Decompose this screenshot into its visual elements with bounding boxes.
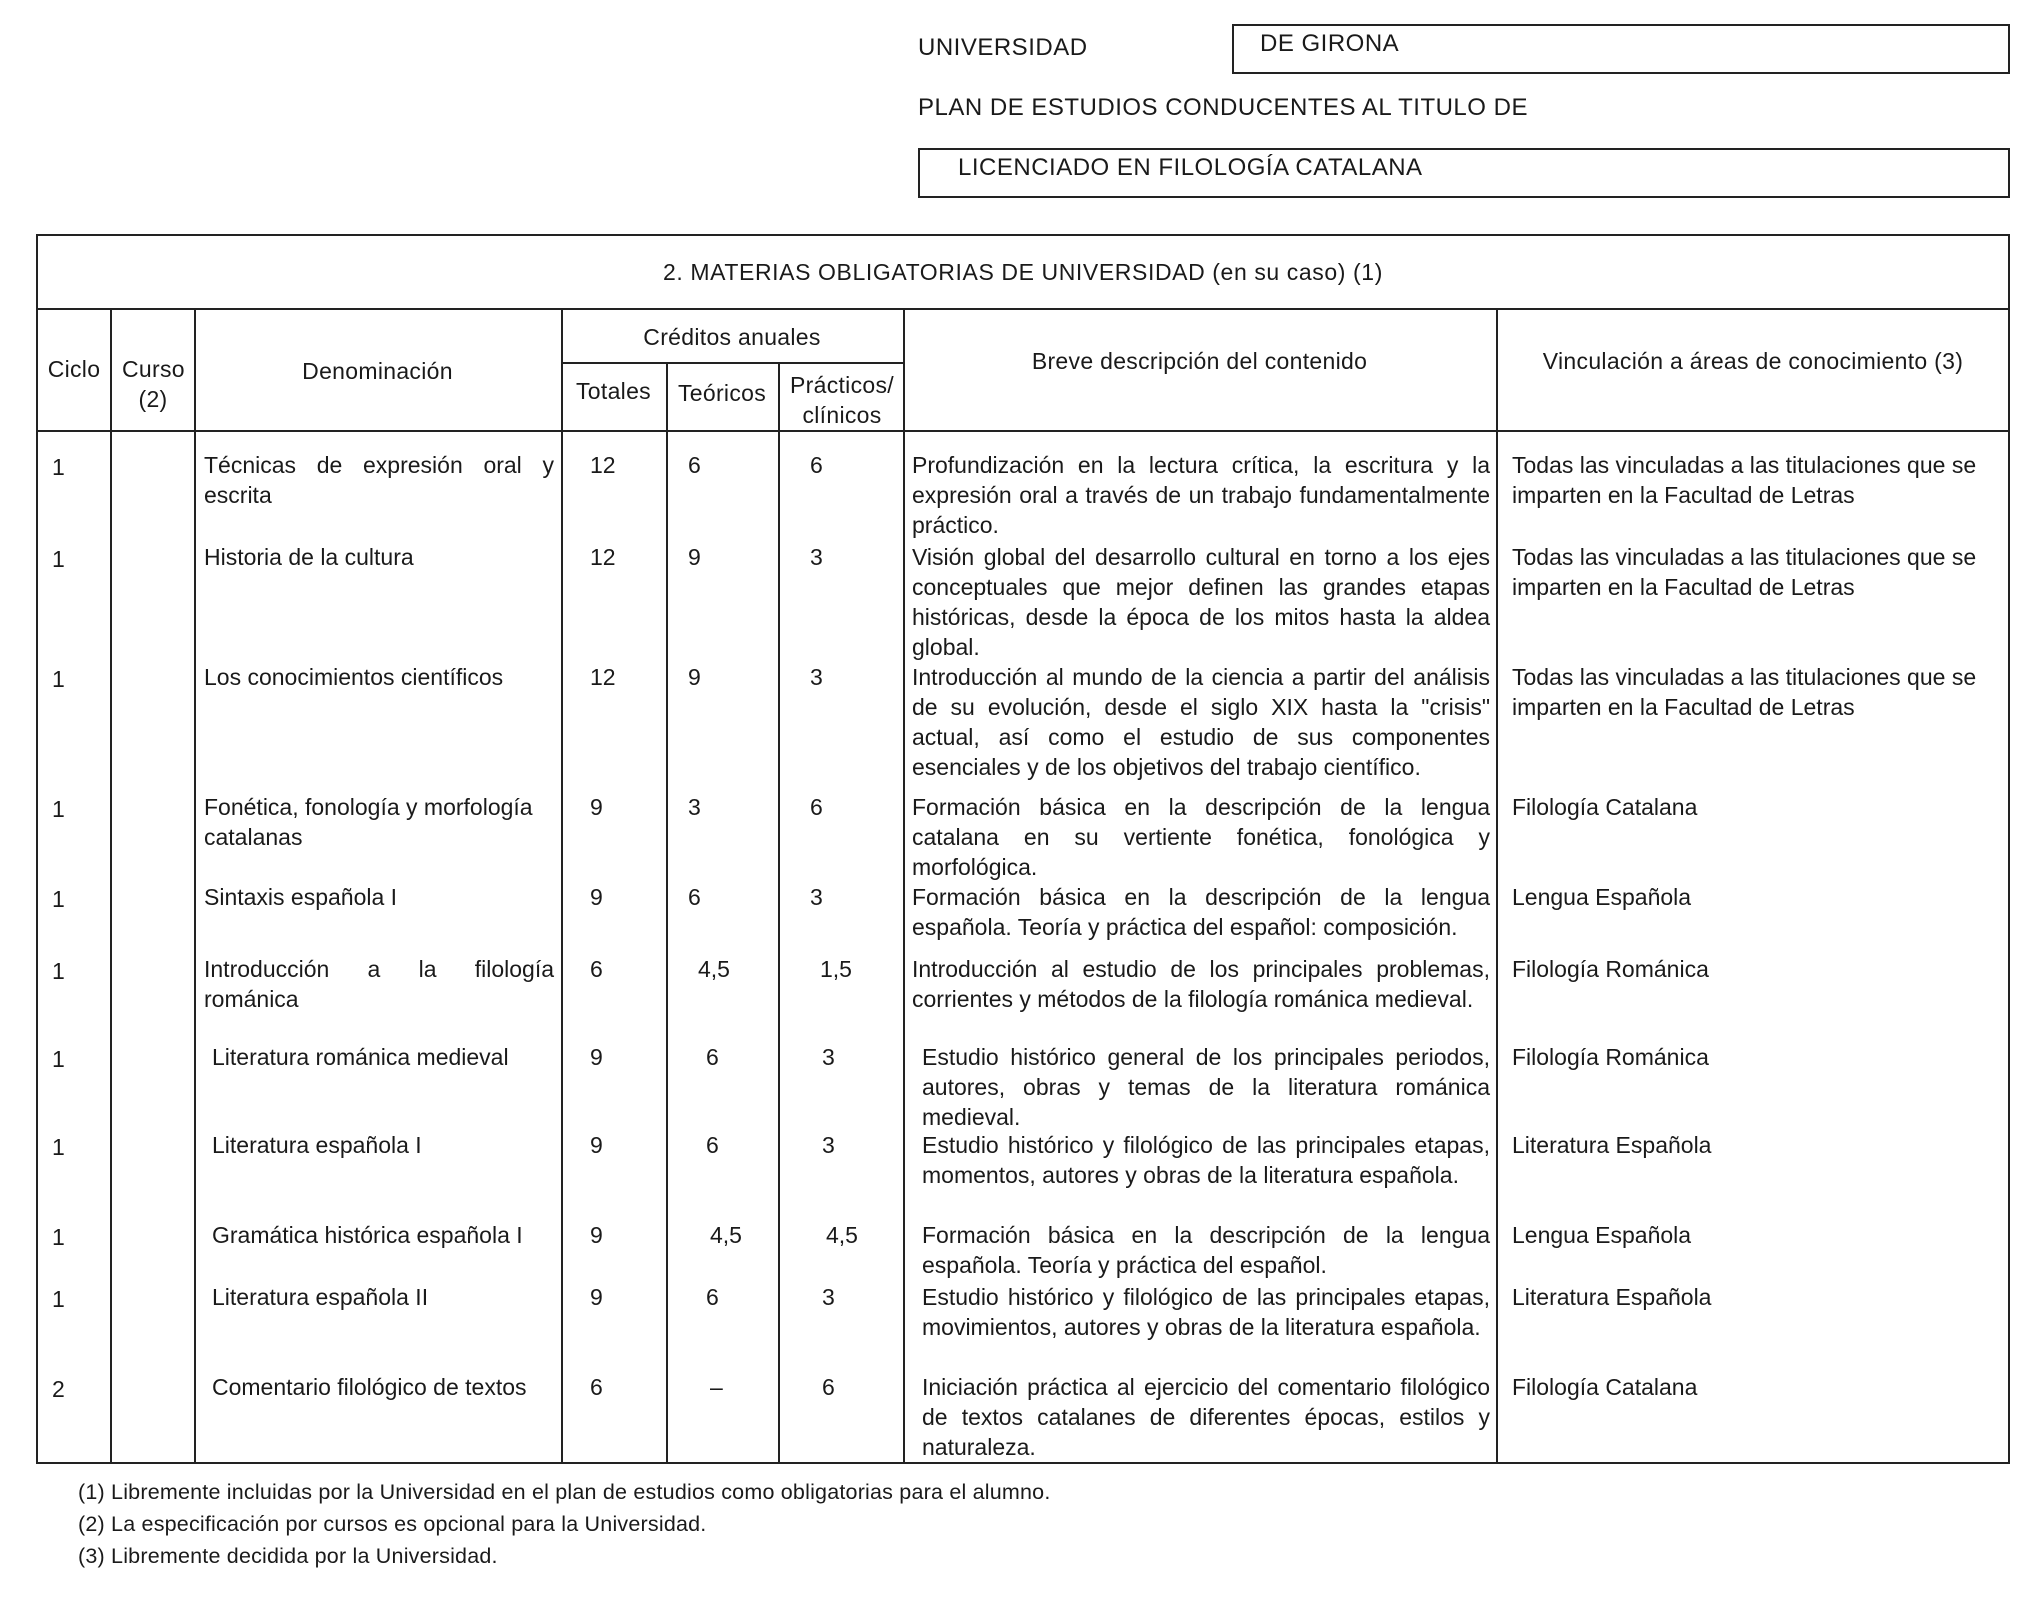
teoricos-cell: 9	[688, 664, 701, 690]
totales-cell: 12	[590, 664, 616, 690]
teoricos-cell: 4,5	[710, 1222, 742, 1248]
denominacion-cell: Historia de la cultura	[204, 544, 414, 570]
teoricos-cell: 6	[706, 1044, 719, 1070]
header-denominacion: Denominación	[302, 358, 453, 384]
teoricos-cell: 6	[688, 884, 701, 910]
denominacion-cell: Literatura románica medieval	[212, 1044, 509, 1070]
descripcion-cell: Visión global del desarrollo cultural en torno a los ejes conceptuales que mejor definen las grandes etapas históricas, desde la época de los mitos hasta la aldea global.	[912, 544, 1490, 660]
ciclo-cell: 1	[52, 546, 65, 572]
area-cell: Todas las vinculadas a las titulaciones que se imparten en la Facultad de Letras	[1512, 544, 1977, 600]
plan-label: PLAN DE ESTUDIOS CONDUCENTES AL TITULO DE	[918, 94, 1528, 121]
descripcion-cell: Formación básica en la descripción de la lengua catalana en su vertiente fonética, fonológica y morfológica.	[912, 794, 1490, 880]
totales-cell: 6	[590, 956, 603, 982]
header-creditos: Créditos anuales	[643, 324, 821, 350]
col-divider	[194, 310, 196, 1464]
practicos-cell: 3	[810, 664, 823, 690]
ciclo-cell: 1	[52, 666, 65, 692]
col-divider	[1496, 310, 1498, 1464]
degree-title: LICENCIADO EN FILOLOGÍA CATALANA	[958, 154, 1423, 181]
descripcion-cell: Estudio histórico y filológico de las principales etapas, movimientos, autores y obras de la literatura española.	[922, 1284, 1490, 1340]
col-divider	[561, 310, 563, 1464]
totales-cell: 9	[590, 1222, 603, 1248]
denominacion-cell: Los conocimientos científicos	[204, 664, 504, 690]
denominacion-cell: Fonética, fonología y morfología catalanas	[204, 794, 533, 850]
descripcion-cell: Formación básica en la descripción de la lengua española. Teoría y práctica del español.	[922, 1222, 1490, 1278]
ciclo-cell: 1	[52, 1046, 65, 1072]
header-practicos: Prácticos/ clínicos	[790, 372, 894, 428]
header-ciclo: Ciclo	[47, 356, 101, 382]
ciclo-cell: 1	[52, 1134, 65, 1160]
table-title: 2. MATERIAS OBLIGATORIAS DE UNIVERSIDAD (en su caso) (1)	[38, 236, 2008, 310]
area-cell: Lengua Española	[1512, 884, 1692, 910]
teoricos-cell: 6	[688, 452, 701, 478]
descripcion-cell: Formación básica en la descripción de la lengua española. Teoría y práctica del español: composición.	[912, 884, 1490, 940]
denominacion-cell: Literatura española I	[212, 1132, 422, 1158]
practicos-cell: 3	[822, 1044, 835, 1070]
area-cell: Filología Catalana	[1512, 1374, 1698, 1400]
totales-cell: 9	[590, 1284, 603, 1310]
credits-subheader-line	[561, 362, 903, 364]
descripcion-cell: Iniciación práctica al ejercicio del comentario filológico de textos catalanes de diferentes épocas, estilos y naturaleza.	[922, 1374, 1490, 1460]
col-divider	[903, 310, 905, 1464]
denominacion-cell: Técnicas de expresión oral y escrita	[204, 452, 554, 508]
header-teoricos: Teóricos	[677, 380, 767, 406]
practicos-cell: 6	[810, 452, 823, 478]
ciclo-cell: 1	[52, 1286, 65, 1312]
area-cell: Literatura Española	[1512, 1284, 1712, 1310]
subjects-table	[36, 234, 2010, 1464]
totales-cell: 12	[590, 452, 616, 478]
totales-cell: 9	[590, 1132, 603, 1158]
area-cell: Todas las vinculadas a las titulaciones que se imparten en la Facultad de Letras	[1512, 452, 1977, 508]
col-divider	[110, 310, 112, 1464]
teoricos-cell: 4,5	[698, 956, 730, 982]
ciclo-cell: 2	[52, 1376, 65, 1402]
practicos-cell: 6	[822, 1374, 835, 1400]
header-descripcion: Breve descripción del contenido	[1031, 348, 1368, 374]
col-divider	[666, 362, 668, 1464]
descripcion-cell: Introducción al estudio de los principales problemas, corrientes y métodos de la filología románica medieval.	[912, 956, 1490, 1012]
totales-cell: 12	[590, 544, 616, 570]
university-name-box	[1232, 24, 2010, 74]
ciclo-cell: 1	[52, 886, 65, 912]
totales-cell: 9	[590, 884, 603, 910]
col-divider	[778, 362, 780, 1464]
denominacion-cell: Comentario filológico de textos	[212, 1374, 527, 1400]
ciclo-cell: 1	[52, 454, 65, 480]
ciclo-cell: 1	[52, 796, 65, 822]
practicos-cell: 6	[810, 794, 823, 820]
ciclo-cell: 1	[52, 958, 65, 984]
descripcion-cell: Profundización en la lectura crítica, la escritura y la expresión oral a través de un trabajo fundamentalmente práctico.	[912, 452, 1490, 538]
practicos-cell: 4,5	[826, 1222, 858, 1248]
practicos-cell: 1,5	[820, 956, 852, 982]
practicos-cell: 3	[822, 1132, 835, 1158]
header-totales: Totales	[576, 378, 651, 404]
header-curso: Curso (2)	[122, 356, 185, 412]
header-vinculacion: Vinculación a áreas de conocimiento (3)	[1542, 348, 1964, 374]
descripcion-cell: Estudio histórico general de los principales periodos, autores, obras y temas de la literatura románica medieval.	[922, 1044, 1490, 1130]
descripcion-cell: Introducción al mundo de la ciencia a partir del análisis de su evolución, desde el siglo XIX hasta la "crisis" actual, así como el estudio de sus componentes esenciales y de los objetivos del trabajo científico.	[912, 664, 1490, 780]
area-cell: Todas las vinculadas a las titulaciones que se imparten en la Facultad de Letras	[1512, 664, 1977, 720]
degree-box	[918, 148, 2010, 198]
area-cell: Lengua Española	[1512, 1222, 1692, 1248]
footnote: (3) Libremente decidida por la Universidad.	[78, 1544, 498, 1568]
denominacion-cell: Sintaxis española I	[204, 884, 398, 910]
teoricos-cell: 6	[706, 1284, 719, 1310]
area-cell: Filología Catalana	[1512, 794, 1698, 820]
teoricos-cell: 9	[688, 544, 701, 570]
practicos-cell: 3	[810, 884, 823, 910]
teoricos-cell: 3	[688, 794, 701, 820]
teoricos-cell: 6	[706, 1132, 719, 1158]
teoricos-cell: –	[710, 1374, 723, 1400]
practicos-cell: 3	[822, 1284, 835, 1310]
totales-cell: 6	[590, 1374, 603, 1400]
descripcion-cell: Estudio histórico y filológico de las principales etapas, momentos, autores y obras de la literatura española.	[922, 1132, 1490, 1188]
header-bottom-line	[38, 430, 2010, 432]
area-cell: Filología Románica	[1512, 956, 1709, 982]
totales-cell: 9	[590, 794, 603, 820]
denominacion-cell: Gramática histórica española I	[212, 1222, 523, 1248]
denominacion-cell: Literatura española II	[212, 1284, 429, 1310]
practicos-cell: 3	[810, 544, 823, 570]
ciclo-cell: 1	[52, 1224, 65, 1250]
area-cell: Filología Románica	[1512, 1044, 1709, 1070]
area-cell: Literatura Española	[1512, 1132, 1712, 1158]
totales-cell: 9	[590, 1044, 603, 1070]
denominacion-cell: Introducción a la filología románica	[204, 956, 554, 1012]
footnote: (1) Libremente incluidas por la Universidad en el plan de estudios como obligatorias para el alumno.	[78, 1480, 1051, 1504]
university-label: UNIVERSIDAD	[918, 34, 1088, 61]
university-name: DE GIRONA	[1260, 30, 1400, 57]
footnote: (2) La especificación por cursos es opcional para la Universidad.	[78, 1512, 707, 1536]
